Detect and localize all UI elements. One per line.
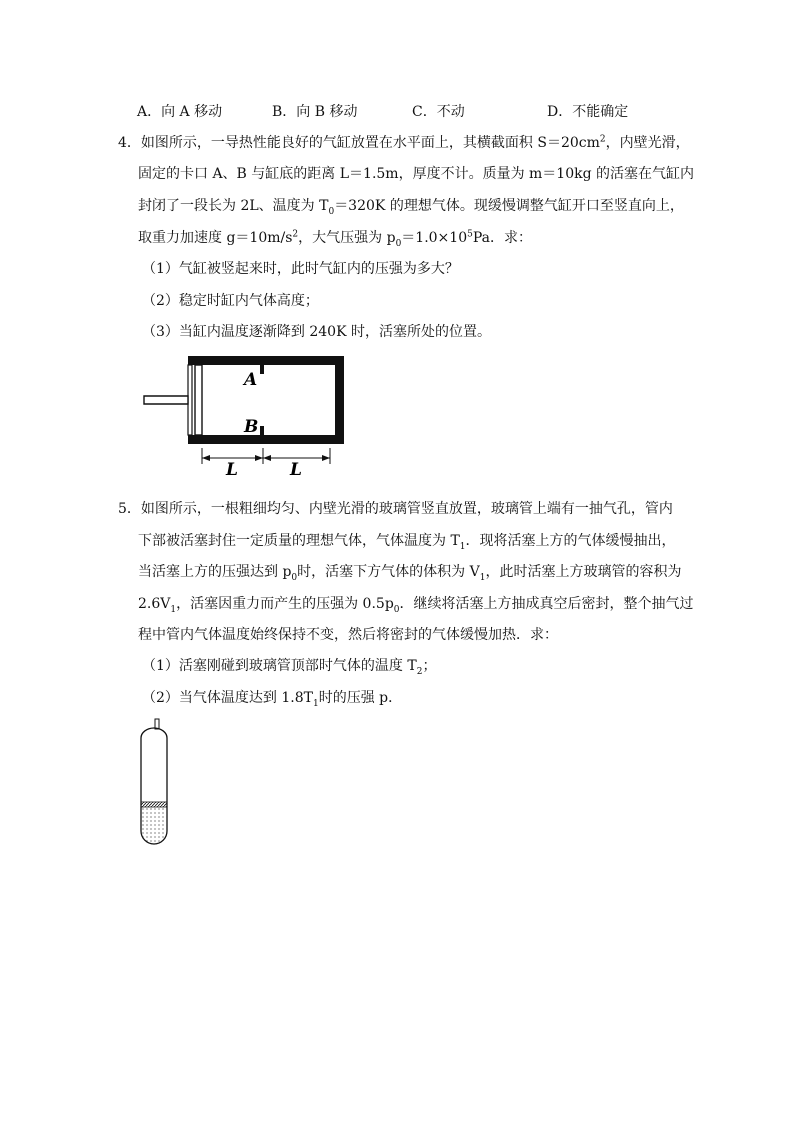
label-l-left: L (226, 460, 238, 480)
arrow-right-start (263, 455, 271, 461)
q5-line-2: 下部被活塞封住一定质量的理想气体，气体温度为 $T_1$．现将活塞上方的气体缓慢抽出， (138, 533, 676, 552)
q4-line-1: 4．如图所示，一导热性能良好的气缸放置在水平面上，其横截面积 $S=20cm^2$，内壁光滑， (118, 134, 690, 151)
q5-line-3: 当活塞上方的压强达到 $p_0$时，活塞下方气体的体积为 $V_1$，此时活塞上方玻璃管的容积为 (138, 564, 682, 583)
arrow-right-end (322, 455, 330, 461)
q4-line-2: 固定的卡口 A、B 与缸底的距离 L＝1.5m，厚度不计。质量为 m＝10kg 的活塞在气缸内 (138, 166, 695, 182)
arrow-left-end (255, 455, 263, 461)
cylinder-figure (140, 352, 350, 480)
glass-tube-figure (134, 716, 174, 848)
cylinder-top-wall (188, 356, 342, 365)
option-d: D．不能确定 (547, 104, 629, 120)
tube-piston (141, 802, 167, 807)
q4-subquestion-3: （3）当缸内温度逐渐降到 240K 时，活塞所处的位置。 (142, 324, 491, 340)
q4-line-3: 封闭了一段长为 2L、温度为 $T_0=320K$ 的理想气体。现缓慢调整气缸开口至竖直向上， (138, 198, 684, 217)
q4-subquestion-2: （2）稳定时缸内气体高度； (142, 293, 319, 309)
label-l-right: L (290, 460, 302, 480)
q5-line-1: 5．如图所示，一根粗细均匀、内壁光滑的玻璃管竖直放置，玻璃管上端有一抽气孔，管内 (118, 501, 673, 517)
q4-subquestion-1: （1）气缸被竖起来时，此时气缸内的压强为多大？ (142, 261, 459, 277)
q5-subquestion-1: （1）活塞刚碰到玻璃管顶部时气体的温度 $T_2$； (142, 658, 437, 677)
q5-line-5: 程中管内气体温度始终保持不变，然后将密封的气体缓慢加热．求： (138, 627, 558, 643)
label-b: B (244, 417, 259, 437)
option-b: B．向 B 移动 (272, 104, 358, 120)
arrow-left-start (202, 455, 210, 461)
piston (195, 365, 202, 435)
option-a: A．向 A 移动 (137, 104, 223, 120)
piston-rod (144, 396, 188, 404)
gas-region (141, 806, 167, 844)
cylinder-end-wall (335, 356, 344, 444)
label-a: A (244, 370, 258, 390)
cylinder-bottom-wall (188, 435, 342, 444)
q5-line-4: $2.6V_1$，活塞因重力而产生的压强为 $0.5p_0$．继续将活塞上方抽成真空后密封，整个抽气过 (138, 596, 694, 615)
q5-subquestion-2: （2）当气体温度达到 $1.8T_1$时的压强 p． (142, 690, 403, 709)
q4-line-4: 取重力加速度 $g=10m/s^2$，大气压强为 $p_0=1.0\times 10^5Pa$．求： (138, 229, 532, 249)
option-c: C．不动 (412, 104, 465, 120)
stop-a (260, 365, 264, 374)
stop-b (260, 426, 264, 435)
